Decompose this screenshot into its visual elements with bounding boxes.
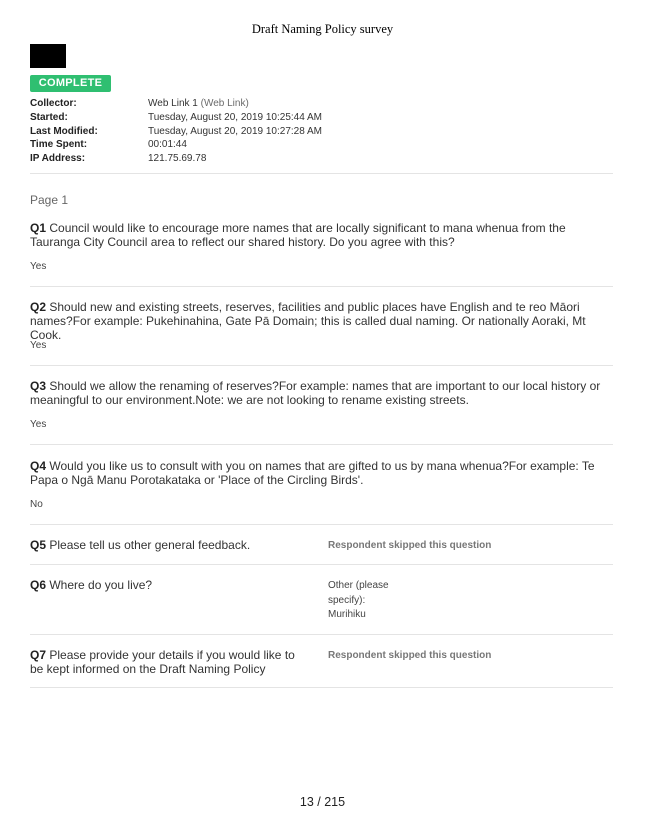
- q4-answer: No: [30, 499, 43, 510]
- question-q5: [30, 538, 310, 552]
- started-label: Started:: [30, 111, 68, 123]
- modified-label: Last Modified:: [30, 125, 98, 137]
- ip-value: 121.75.69.78: [148, 153, 207, 165]
- meta-row-collector: [30, 97, 620, 111]
- meta-row-started: [30, 111, 620, 125]
- q4-number: Q4: [30, 459, 47, 473]
- q3-text: Should we allow the renaming of reserves?For example: names that are important to our local history or meaningful to our environment.Note: we are not looking to rename existing streets.: [30, 379, 601, 407]
- meta-row-modified: [30, 125, 620, 139]
- modified-value: Tuesday, August 20, 2019 10:27:28 AM: [148, 125, 323, 137]
- ip-label: IP Address:: [30, 153, 86, 165]
- q6-answer-line1: Other (please: [328, 580, 389, 591]
- q1-answer: Yes: [30, 261, 47, 272]
- page-label: Page 1: [30, 193, 69, 207]
- time-label: Time Spent:: [30, 139, 88, 151]
- response-metadata: [30, 97, 620, 166]
- redacted-logo-block: [30, 44, 66, 68]
- q6-answer-line2: specify):: [328, 594, 366, 606]
- divider: [30, 173, 613, 174]
- q3-answer: Yes: [30, 419, 47, 430]
- meta-row-time: [30, 138, 620, 152]
- page-number: 13 / 215: [299, 795, 346, 809]
- q5-text: Please tell us other general feedback.: [49, 538, 251, 552]
- q1-text: Council would like to encourage more names that are locally significant to mana whenua from the Tauranga City Council area to reflect our shared history. Do you agree with this?: [30, 221, 566, 249]
- q7-number: Q7: [30, 648, 47, 662]
- question-q7: [30, 648, 310, 676]
- started-value: Tuesday, August 20, 2019 10:25:44 AM: [148, 111, 323, 123]
- meta-row-ip: [30, 152, 620, 166]
- document-title: Draft Naming Policy survey: [251, 22, 394, 36]
- q2-text: Should new and existing streets, reserves, facilities and public places have English and te reo Māori names?For example: Pukehinahina, Gate Pā Domain; this is called dual naming. Or nationally Aoraki, Mt Cook.: [30, 300, 586, 342]
- divider: [30, 286, 613, 287]
- divider: [30, 687, 613, 688]
- q6-number: Q6: [30, 578, 47, 592]
- collector-value: Web Link 1 (Web Link): [148, 98, 249, 109]
- q3-number: Q3: [30, 379, 47, 393]
- divider: [30, 564, 613, 565]
- time-value: 00:01:44: [148, 139, 187, 151]
- collector-sub: (Web Link): [200, 98, 249, 109]
- q2-answer: Yes: [30, 340, 47, 351]
- q7-answer: Respondent skipped this question: [328, 650, 492, 661]
- divider: [30, 365, 613, 366]
- q1-number: Q1: [30, 221, 47, 235]
- question-q6: [30, 578, 310, 592]
- q5-number: Q5: [30, 538, 47, 552]
- q6-answer: [328, 579, 608, 623]
- question-q3: [30, 379, 613, 407]
- divider: [30, 524, 613, 525]
- collector-label: Collector:: [30, 98, 77, 109]
- question-q4: [30, 459, 613, 487]
- divider: [30, 444, 613, 445]
- q2-number: Q2: [30, 300, 47, 314]
- divider: [30, 634, 613, 635]
- question-q1: [30, 221, 613, 249]
- q6-answer-line3: Murihiku: [328, 609, 366, 620]
- status-badge: COMPLETE: [30, 75, 111, 92]
- question-q2: [30, 300, 613, 342]
- q6-text: Where do you live?: [49, 578, 153, 592]
- q7-text: Please provide your details if you would like to be kept informed on the Draft Naming Policy: [30, 648, 295, 676]
- q5-answer: Respondent skipped this question: [328, 540, 492, 551]
- q4-text: Would you like us to consult with you on names that are gifted to us by mana whenua?For example: Te Papa o Ngā Manu Porotakataka or 'Place of the Circling Birds'.: [30, 459, 595, 487]
